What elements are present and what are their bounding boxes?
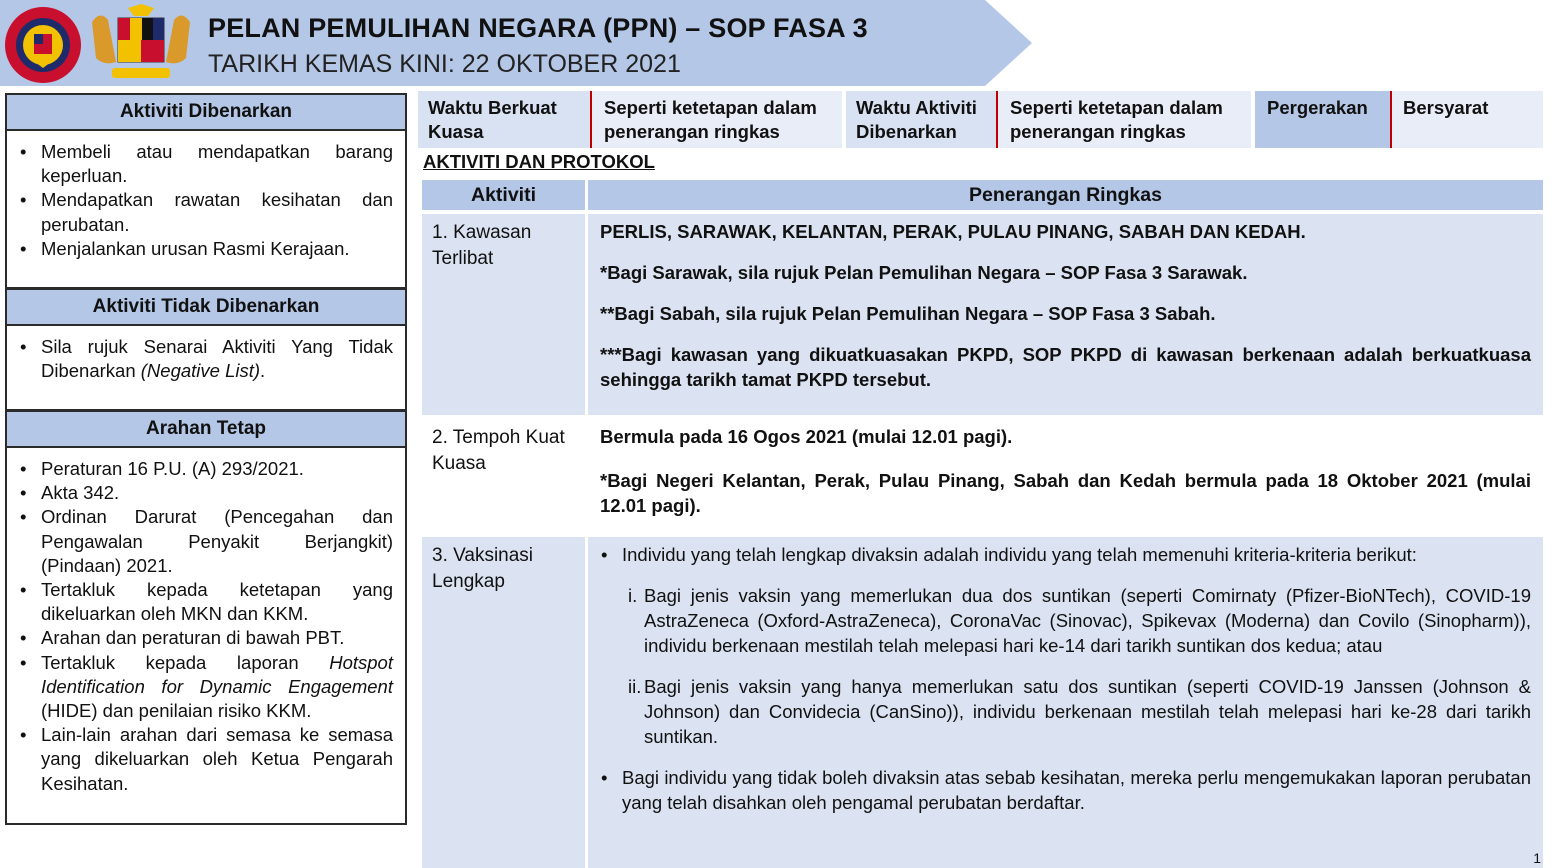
sub-item-text: Bagi jenis vaksin yang hanya memerlukan satu dos suntikan (seperti COVID-19 Janssen (Johnson & Johnson) dan Convidecia (CanSino)), individu berkenaan mestilah telah melepasi hari ke-28 dari tarikh suntikan. (644, 676, 1531, 747)
allowed-activities-box (5, 93, 407, 289)
row-1-activity: 1. Kawasan Terlibat (422, 214, 585, 415)
hide-item-after: (HIDE) dan penilaian risiko KKM. (41, 700, 312, 722)
hide-item-before: Tertakluk kepada laporan (41, 651, 330, 673)
row-2-description (588, 419, 1543, 533)
list-item-text: Sila rujuk Senarai Aktiviti Yang Tidak Dibenarkan (41, 336, 393, 382)
waktu-aktiviti-value: Seperti ketetapan dalam penerangan ringkas (998, 91, 1251, 148)
not-allowed-activities-title: Aktiviti Tidak Dibenarkan (7, 290, 405, 326)
medical-exemption: • Bagi individu yang tidak boleh divaksin atas sebab kesihatan, mereka perlu mengemukakan laporan perubatan yang telah disahkan oleh pengamal perubatan berdaftar. (600, 765, 1531, 815)
waktu-berkuat-kuasa-label: Waktu Berkuat Kuasa (418, 91, 590, 148)
description-column-header: Penerangan Ringkas (588, 180, 1543, 210)
effective-start: Bermula pada 16 Ogos 2021 (mulai 12.01 pagi). (600, 426, 1013, 447)
row-1-description (588, 214, 1543, 415)
pergerakan-label: Pergerakan (1255, 91, 1390, 148)
page-subtitle: TARIKH KEMAS KINI: 22 OKTOBER 2021 (208, 50, 681, 78)
allowed-activities-list (7, 131, 405, 261)
not-allowed-activities-box (5, 288, 407, 411)
row-2-activity: 2. Tempoh Kuat Kuasa (422, 419, 585, 533)
list-item: • Mendapatkan rawatan kesihatan dan perubatan. (17, 188, 393, 236)
sub-item-number: ii. (628, 676, 642, 697)
sub-item-number: i. (628, 585, 638, 606)
sarawak-note: *Bagi Sarawak, sila rujuk Pelan Pemulihan Negara – SOP Fasa 3 Sarawak. (600, 262, 1248, 283)
list-item (17, 651, 393, 724)
not-allowed-activities-list (7, 326, 405, 383)
list-item: • Arahan dan peraturan di bawah PBT. (17, 626, 393, 650)
page-title: PELAN PEMULIHAN NEGARA (PPN) – SOP FASA 3 (208, 13, 868, 43)
effective-states-note: *Bagi Negeri Kelantan, Perak, Pulau Pinang, Sabah dan Kedah bermula pada 18 Oktober 2021 (mulai 12.01 pagi). (600, 470, 1531, 516)
affected-states: PERLIS, SARAWAK, KELANTAN, PERAK, PULAU PINANG, SABAH DAN KEDAH. (600, 221, 1306, 242)
row-3-activity: 3. Vaksinasi Lengkap (422, 537, 585, 868)
pergerakan-value: Bersyarat (1392, 91, 1543, 148)
list-item: • Membeli atau mendapatkan barang keperluan. (17, 140, 393, 188)
two-dose-criterion (600, 583, 1531, 658)
allowed-activities-title: Aktiviti Dibenarkan (7, 95, 405, 131)
nsc-logo (4, 6, 82, 84)
vaccination-criteria: • Individu yang telah lengkap divaksin adalah individu yang telah memenuhi kriteria-kriteria berikut: (600, 542, 1531, 567)
list-item: • Peraturan 16 P.U. (A) 293/2021. (17, 457, 393, 481)
standing-orders-title: Arahan Tetap (7, 412, 405, 448)
page-number: 1 (1533, 850, 1541, 866)
row-3-description (588, 537, 1543, 868)
list-item: • Ordinan Darurat (Pencegahan dan Pengawalan Penyakit Berjangkit) (Pindaan) 2021. (17, 505, 393, 578)
list-item: • Lain-lain arahan dari semasa ke semasa yang dikeluarkan oleh Ketua Pengarah Kesihatan. (17, 723, 393, 796)
section-heading: AKTIVITI DAN PROTOKOL (423, 151, 655, 172)
negative-list-label: (Negative List) (140, 360, 261, 382)
waktu-aktiviti-label: Waktu Aktiviti Dibenarkan (846, 91, 996, 148)
activity-column-header: Aktiviti (422, 180, 585, 210)
pkpd-note: ***Bagi kawasan yang dikuatkuasakan PKPD, SOP PKPD di kawasan berkenaan adalah berkuatkuasa sehingga tarikh tamat PKPD tersebut. (600, 344, 1531, 390)
jata-negara-logo (86, 4, 196, 84)
list-item-end: . (260, 360, 266, 382)
sabah-note: **Bagi Sabah, sila rujuk Pelan Pemulihan Negara – SOP Fasa 3 Sabah. (600, 303, 1216, 324)
list-item: • Akta 342. (17, 481, 393, 505)
sub-item-text: Bagi jenis vaksin yang memerlukan dua dos suntikan (seperti Comirnaty (Pfizer-BioNTech), COVID-19 AstraZeneca (Oxford-AstraZeneca), CoronaVac (Sinovac), Spikevax (Moderna) dan Covilo (Sinopharm)), individu berkenaan mestilah telah melepasi hari ke-14 dari tarikh suntikan dos kedua; atau (644, 585, 1531, 656)
list-item (17, 335, 393, 383)
standing-orders-list (7, 448, 405, 796)
waktu-berkuat-kuasa-value: Seperti ketetapan dalam penerangan ringkas (592, 91, 842, 148)
hide-item-italic: Hotspot Identification for Dynamic Engagement (41, 651, 393, 697)
list-item: • Menjalankan urusan Rasmi Kerajaan. (17, 237, 393, 261)
standing-orders-box (5, 410, 407, 825)
one-dose-criterion (600, 674, 1531, 749)
list-item: • Tertakluk kepada ketetapan yang dikeluarkan oleh MKN dan KKM. (17, 578, 393, 626)
